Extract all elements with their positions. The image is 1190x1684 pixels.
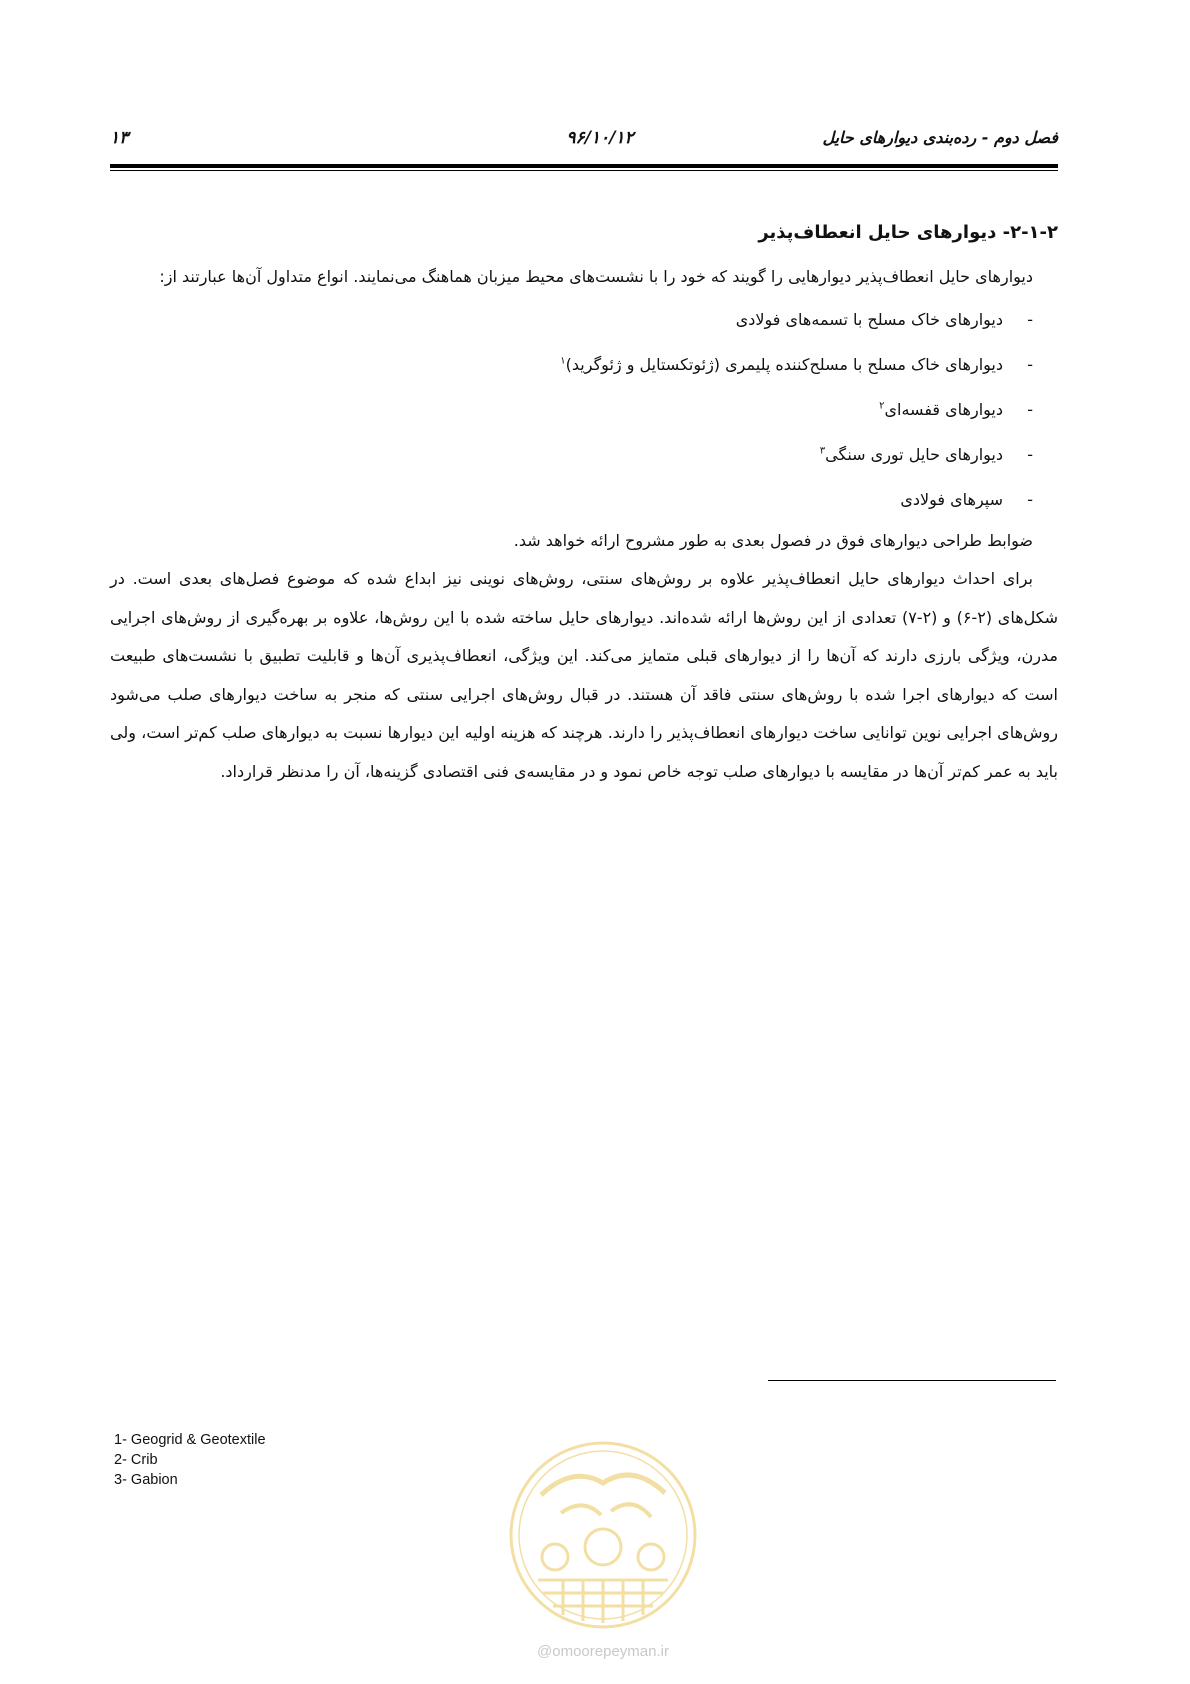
footnote-separator [768, 1380, 1056, 1381]
page-number: ۱۳ [110, 128, 129, 148]
footnotes [114, 1430, 266, 1490]
list-dash: - [1027, 444, 1033, 464]
footnote-2: 2- Crib [114, 1452, 158, 1468]
list-item-text: دیوارهای خاک مسلح با مسلح‌کننده پلیمری (ژئوتکستایل و ژئوگرید) [565, 354, 1003, 374]
list-item [110, 477, 1033, 522]
footnote-marker: ۲ [879, 400, 885, 412]
list-item-text: دیوارهای خاک مسلح با تسمه‌های فولادی [735, 309, 1003, 329]
main-content [110, 218, 1058, 791]
list-item-text: دیوارهای حایل توری سنگی [825, 444, 1003, 464]
chapter-title: فصل دوم - رده‌بندی دیوارهای حایل [822, 128, 1058, 147]
list-item [110, 297, 1033, 342]
list-item [110, 342, 1033, 387]
running-header [110, 128, 1058, 156]
footnote-marker: ۳ [819, 445, 826, 457]
list-item-text: سپرهای فولادی [900, 489, 1003, 509]
body-paragraph: برای احداث دیوارهای حایل انعطاف‌پذیر علاوه بر روش‌های سنتی، روش‌های نوینی نیز ابداع شده که موضوع فصل‌های بعدی است. در شکل‌های (۲-۶) و (۲-۷) تعدادی از این روش‌ها ارائه شده‌اند. دیوارهای حایل ساخته شده با این روش‌ها، علاوه بر بهره‌گیری از روش‌های اجرایی مدرن، ویژگی بارزی دارند که آن‌ها را از دیوارهای قبلی متمایز می‌کند. این ویژگی، انعطاف‌پذیری آن‌ها و قابلیت تطبیق با نشست‌های طبیعت است که دیوارهای اجرا شده با روش‌های سنتی فاقد آن هستند. در قبال روش‌های اجرایی سنتی که منجر به ساخت دیوارهای صلب می‌شود روش‌های اجرایی نوین توانایی ساخت دیوارهای انعطاف‌پذیر را دارند. هرچند که هزینه اولیه این دیوارها نسبت به دیوارهای صلب کم‌تر است، ولی باید به عمر کم‌تر آن‌ها در مقایسه با دیوارهای صلب توجه خاص نمود و در مقایسه‌ی فنی اقتصادی گزینه‌ها، آن را مدنظر قرارداد. [110, 569, 1058, 781]
header-rule-thick [110, 164, 1058, 168]
list-dash: - [1027, 399, 1033, 419]
footnote-1: 1- Geogrid & Geotextile [114, 1432, 266, 1448]
list-dash: - [1027, 354, 1033, 374]
header-rule-thin [110, 170, 1058, 171]
list-item [110, 387, 1033, 432]
intro-paragraph: دیوارهای حایل انعطاف‌پذیر دیوارهایی را گویند که خود را با نشست‌های محیط میزبان هماهنگ می‌نمایند. انواع متداول آن‌ها عبارتند از: [159, 267, 1033, 286]
list-item-text: دیوارهای قفسه‌ای [884, 399, 1003, 419]
watermark-seal-icon [483, 1435, 723, 1635]
footnote-marker: ۱ [560, 355, 566, 367]
wall-types-list [110, 297, 1058, 522]
section-title: ۲-۱-۲- دیوارهای حایل انعطاف‌پذیر [758, 222, 1058, 243]
list-item [110, 432, 1033, 477]
list-dash: - [1027, 489, 1033, 509]
watermark-site: @omoorepeyman.ir [537, 1643, 669, 1660]
list-dash: - [1027, 309, 1033, 329]
after-list-paragraph: ضوابط طراحی دیوارهای فوق در فصول بعدی به طور مشروح ارائه خواهد شد. [513, 530, 1033, 550]
header-date: ۹۶/۱۰/۱۲ [566, 128, 634, 148]
footnote-3: 3- Gabion [114, 1472, 178, 1488]
